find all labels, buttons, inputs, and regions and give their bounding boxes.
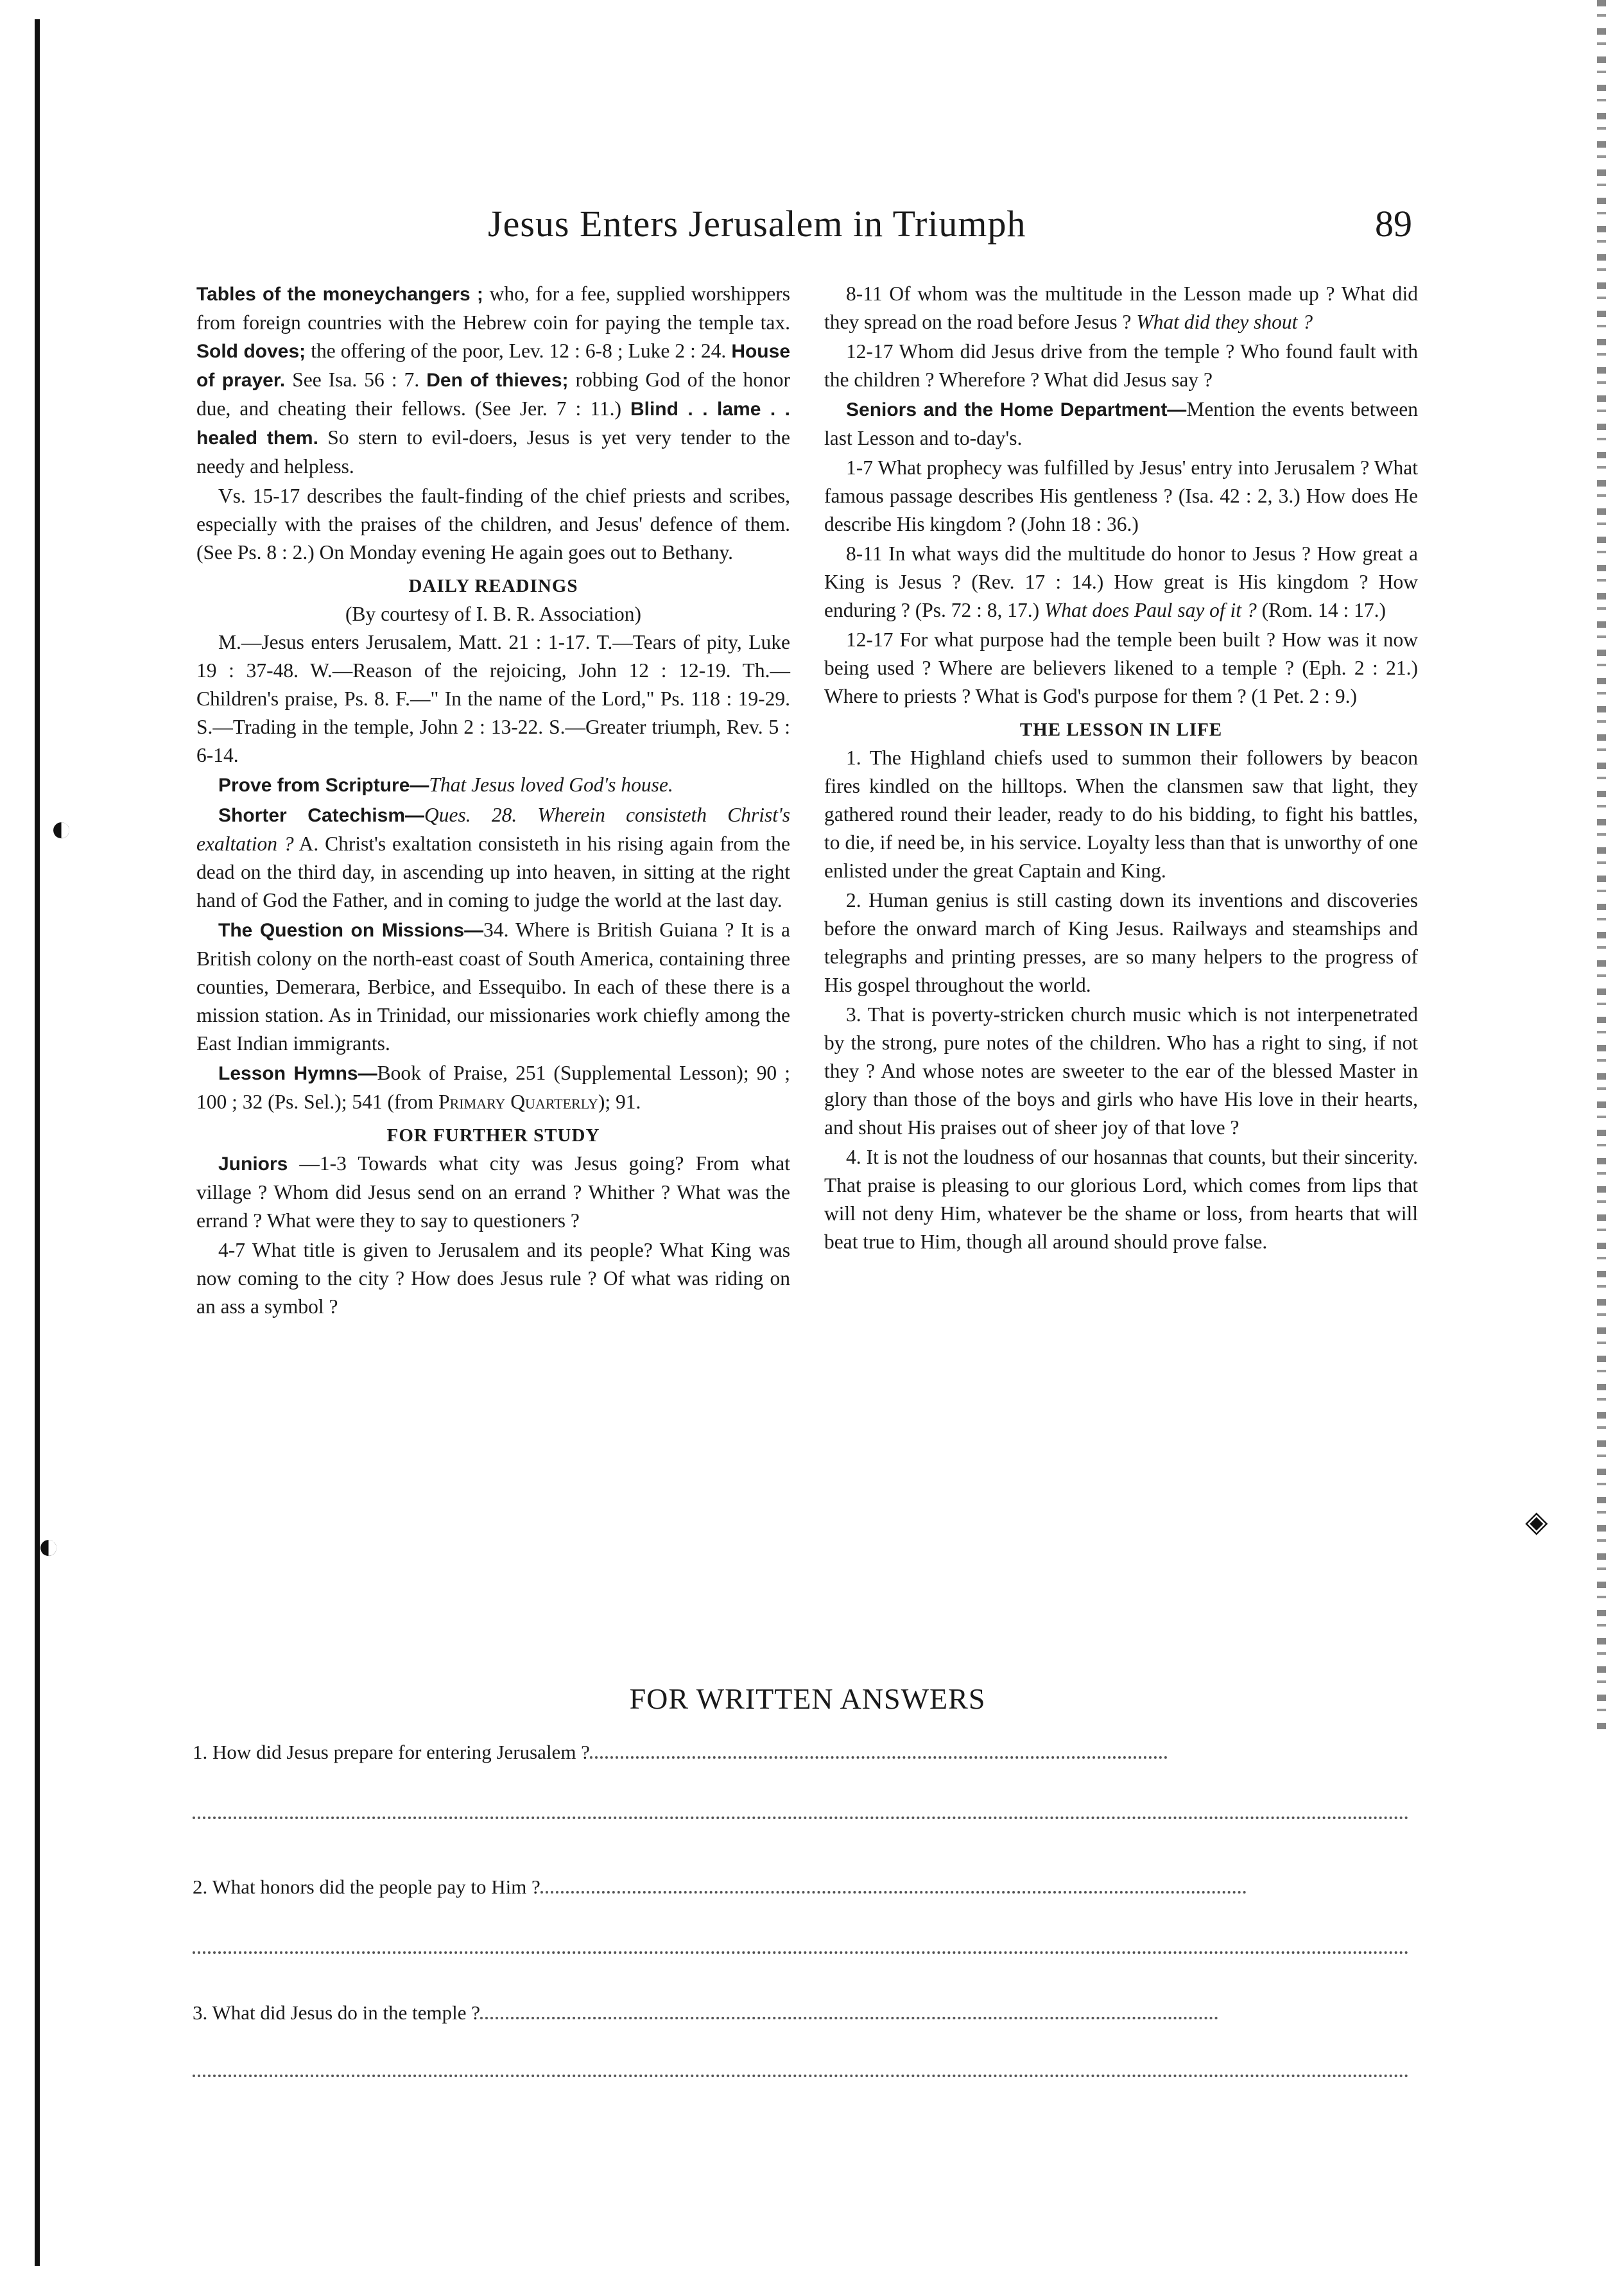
missions-label: The Question on Missions— (218, 920, 484, 941)
catechism-answer: A. Christ's exaltation consisteth in his rising again from the dead on the third day, in ascending up into heaven, in sitting at the right hand of God the Father, and in coming to judge the world at the last day. (196, 833, 790, 911)
seniors-1-7: 1-7 What prophecy was fulfilled by Jesus' entry into Jerusalem ? What famous passage describes His gentleness ? (Isa. 42 : 2, 3.) How does He describe His kingdom ? (John 18 : 36.) (824, 456, 1418, 535)
lesson-in-life-heading: THE LESSON IN LIFE (1019, 720, 1223, 740)
notes-paragraph (196, 280, 790, 481)
left-column (196, 280, 790, 1322)
question-on-missions (196, 916, 790, 1058)
term-den-of-thieves: Den of thieves; (426, 370, 569, 391)
seniors-8-11 (824, 540, 1418, 625)
question-text: 8-11 Of whom was the multitude in the Lesson made up ? What did they spread on the road before Jesus ? (824, 282, 1418, 333)
answer-line-2b[interactable] (193, 1951, 1409, 1954)
answer-line-3b[interactable] (193, 2075, 1409, 2077)
question-text: 8-11 In what ways did the multitude do honor to Jesus ? How great a King is Jesus ? (Rev. 17 : 14.) How great is His kingdom ? How enduring ? (Ps. 72 : 8, 17.) (824, 542, 1418, 621)
right-column (824, 280, 1418, 1257)
written-question-3 (193, 2001, 1399, 2024)
life-point-4: 4. It is not the loudness of our hosannas that counts, but their sincerity. That praise is pleasing to our glorious Lord, which comes from lips that will not deny Him, whatever be the shame or loss, from hearts that will beat true to Him, though all around should prove false. (824, 1146, 1418, 1253)
juniors-text: —1-3 Towards what city was Jesus going? From what village ? Whom did Jesus send on an errand ? Whither ? What was the errand ? What were they to say to questioners ? (196, 1152, 790, 1232)
shorter-catechism (196, 801, 790, 915)
note-text: So stern to evil-doers, Jesus is yet very tender to the needy and helpless. (196, 426, 790, 478)
seniors-text: Mention the events between last Lesson and to-day's. (824, 398, 1418, 449)
term-moneychangers: Tables of the moneychangers ; (196, 284, 483, 305)
daily-readings-heading: DAILY READINGS (408, 576, 578, 596)
life-point-3: 3. That is poverty-stricken church music which is not interpenetrated by the strong, pure notes of the children. Who has a right to sing, if not they ? And whose notes are sweeter to the ear of the blessed Master in glory than those of the boys and girls who have His love in their hearts, and shout His praises out of sheer joy of that love ? (824, 1003, 1418, 1139)
term-house-of-prayer: House of prayer. (196, 341, 790, 391)
seniors-label: Seniors and the Home Department— (846, 399, 1187, 420)
catechism-question: Ques. 28. Wherein consisteth Christ's exaltation ? (196, 804, 791, 855)
running-header (186, 202, 1425, 260)
verses-paragraph: Vs. 15-17 describes the fault-finding of the chief priests and scribes, especially with the praises of the children, and Jesus' defence of them. (See Ps. 8 : 2.) On Monday evening He again goes out to Bethany. (196, 485, 790, 564)
page-binding-rule (35, 19, 40, 2266)
hymns-text: Book of Praise, 251 (Supplemental Lesson); 90 ; 100 ; 32 (Ps. Sel.); 541 (from (196, 1062, 790, 1113)
note-text: who, for a fee, supplied worshippers from foreign countries with the Hebrew coin for paying the temple tax. (196, 282, 790, 334)
note-text: See Isa. 56 : 7. (285, 368, 427, 391)
juniors-12-17: 12-17 Whom did Jesus drive from the temple ? Who found fault with the children ? Wherefore ? What did Jesus say ? (824, 340, 1418, 391)
note-text: robbing God of the honor due, and cheating their fellows. (See Jer. 7 : 11.) (196, 368, 791, 420)
page-number: 89 (1375, 203, 1412, 245)
seniors-12-17: 12-17 For what purpose had the temple been built ? How was it now being used ? Where are believers likened to a temple ? (Eph. 2 : 21.) Where to priests ? What is God's purpose for them ? (1 Pet. 2 : 9.) (824, 628, 1418, 707)
note-text: the offering of the poor, Lev. 12 : 6-8 ; Luke 2 : 24. (306, 340, 732, 362)
question-3-text: 3. What did Jesus do in the temple ? (193, 2001, 480, 2024)
life-point-1: 1. The Highland chiefs used to summon their followers by beacon fires kindled on the hilltops. When the clansmen saw that light, they gathered round their leader, ready to do his bidding, to fight his battles, to die, if need be, in his service. Loyalty less than that is unworthy of one enlisted under the great Captain and King. (824, 747, 1418, 882)
hymns-text-end: ); 91. (598, 1091, 641, 1113)
lesson-hymns (196, 1059, 790, 1116)
term-sold-doves: Sold doves; (196, 341, 306, 362)
page-edge-scan-artifact (1597, 0, 1606, 1733)
juniors-4-7: 4-7 What title is given to Jerusalem and its people? What King was now coming to the city ? How does Jesus rule ? Of what was riding on an ass a symbol ? (196, 1239, 790, 1318)
question-text-end: (Rom. 14 : 17.) (1256, 599, 1386, 621)
answer-line-1a[interactable] (590, 1750, 1168, 1759)
catechism-label: Shorter Catechism— (218, 805, 425, 826)
question-1-text: 1. How did Jesus prepare for entering Jerusalem ? (193, 1741, 590, 1763)
written-answers-heading: FOR WRITTEN ANSWERS (629, 1682, 986, 1715)
daily-readings-courtesy: (By courtesy of I. B. R. Association) (345, 603, 642, 625)
hymns-quarterly: Primary Quarterly (438, 1091, 598, 1113)
life-point-2: 2. Human genius is still casting down its inventions and discoveries before the onward march of King Jesus. Railways and steamships and telegraphs and printing presses, are so many helpers to the progress of His gospel throughout the world. (824, 889, 1418, 996)
answer-line-2a[interactable] (540, 1885, 1247, 1894)
prove-from-scripture (196, 771, 790, 800)
punch-hole-mark-right: ◈ (1525, 1505, 1548, 1538)
answer-line-1b[interactable] (193, 1817, 1409, 1819)
written-question-1 (193, 1741, 1399, 1764)
missions-text: 34. Where is British Guiana ? It is a British colony on the north-east coast of South America, containing three counties, Demerara, Berbice, and Essequibo. In each of these there is a mission station. As in Trinidad, our missionaries work chiefly among the East Indian immigrants. (196, 919, 790, 1055)
seniors-paragraph (824, 395, 1418, 453)
prove-label: Prove from Scripture— (218, 775, 429, 796)
term-blind-lame: Blind . . lame . . healed them. (196, 399, 790, 449)
further-study-heading: FOR FURTHER STUDY (386, 1125, 600, 1146)
question-italic: What did they shout ? (1136, 311, 1313, 333)
juniors-label: Juniors (218, 1153, 288, 1175)
question-2-text: 2. What honors did the people pay to Him ? (193, 1876, 540, 1898)
written-question-2 (193, 1876, 1399, 1899)
punch-hole-mark-bottom: ◐ (37, 1525, 60, 1567)
juniors-8-11 (824, 280, 1418, 336)
page-title: Jesus Enters Jerusalem in Triumph (488, 203, 1026, 245)
juniors-paragraph (196, 1150, 790, 1235)
daily-readings-text: M.—Jesus enters Jerusalem, Matt. 21 : 1-17. T.—Tears of pity, Luke 19 : 37-48. W.—Reason of the rejoicing, John 12 : 12-19. Th.—Children's praise, Ps. 8. F.—" In the name of the Lord," Ps. 118 : 19-29. S.—Trading in the temple, John 2 : 13-22. S.—Greater triumph, Rev. 5 : 6-14. (196, 631, 790, 766)
punch-hole-mark-top: ◐ (50, 807, 73, 849)
prove-text: That Jesus loved God's house. (429, 773, 673, 796)
answer-line-3a[interactable] (480, 2010, 1218, 2019)
hymns-label: Lesson Hymns— (218, 1063, 377, 1084)
question-italic: What does Paul say of it ? (1044, 599, 1257, 621)
